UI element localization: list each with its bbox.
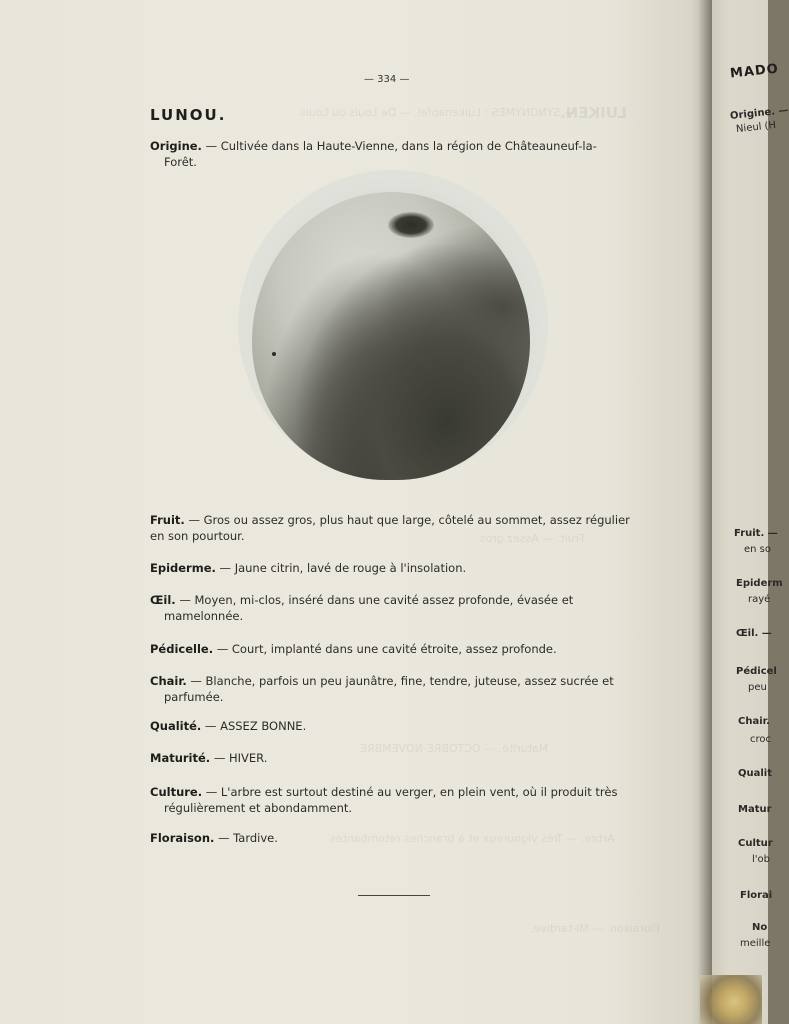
next-page-text: l'ob: [752, 854, 770, 865]
corner-thumbnail: [700, 975, 762, 1024]
bleed-through-line: — SYNONYMES : Luikenapfel. — De Louis ou Louis: [300, 106, 576, 119]
next-page-text: Fruit. —: [734, 528, 778, 539]
entry-chair: [150, 673, 630, 705]
next-page-edge: [712, 0, 789, 1024]
entry-label: Floraison.: [150, 831, 215, 845]
entry-pedicelle: [150, 641, 630, 657]
entry-continuation: en son pourtour.: [150, 529, 245, 543]
entry-label: Œil.: [150, 593, 176, 607]
entry-oeil: [150, 592, 630, 624]
next-page-text: Cultur: [738, 838, 773, 849]
entry-label: Origine.: [150, 139, 202, 153]
bleed-through-heading: LUIKEN.: [560, 104, 627, 122]
next-page-text: croc: [750, 734, 772, 745]
page-number: — 334 —: [364, 74, 410, 85]
next-page-text: en so: [744, 544, 771, 555]
next-page-text: Origine. —: [729, 104, 789, 123]
entry-label: Fruit.: [150, 513, 185, 527]
entry-continuation: parfumée.: [164, 690, 224, 704]
next-page-text: No: [752, 922, 768, 933]
entry-text: — Court, implanté dans une cavité étroite, assez profonde.: [213, 642, 557, 656]
entry-floraison: [150, 830, 630, 846]
entry-origine: [150, 138, 630, 170]
entry-continuation: Forêt.: [164, 155, 197, 169]
entry-text: — Cultivée dans la Haute-Vienne, dans la région de Châteauneuf-la-: [201, 139, 597, 153]
entry-qualite: [150, 718, 630, 734]
apple-photo: [252, 192, 530, 480]
entry-text: — Tardive.: [214, 831, 278, 845]
next-page-text: meille: [740, 938, 771, 949]
next-page-text: rayé: [748, 594, 771, 605]
entry-epiderme: [150, 560, 630, 576]
entry-label: Culture.: [150, 785, 203, 799]
next-page-title: MADO: [729, 61, 780, 82]
end-rule: [358, 895, 430, 896]
entry-label: Chair.: [150, 674, 187, 688]
entry-continuation: régulièrement et abondamment.: [164, 801, 353, 815]
bleed-through-line: Floraison. — Mi-tardive.: [530, 922, 661, 935]
next-page-text: Epiderm: [736, 578, 783, 589]
entry-text: — Blanche, parfois un peu jaunâtre, fine, tendre, juteuse, assez sucrée et: [186, 674, 614, 688]
next-page-text: Œil. —: [736, 628, 772, 639]
entry-text: — Gros ou assez gros, plus haut que large, côtelé au sommet, assez régulier: [184, 513, 630, 527]
bleed-through-line: Fruit. — Assez gros: [480, 532, 585, 545]
next-page-text: Pédicel: [736, 666, 777, 677]
entry-label: Epiderme.: [150, 561, 216, 575]
entry-fruit: [150, 512, 630, 544]
entry-label: Maturité.: [150, 751, 211, 765]
entry-maturite: [150, 750, 630, 766]
apple-speck: [272, 352, 276, 356]
bleed-through-line: Arbre. — Très vigoureux et à branches retombantes: [330, 832, 615, 845]
next-page-text: Chair.: [738, 716, 770, 727]
entry-culture: [150, 784, 630, 816]
entry-text: — HIVER.: [210, 751, 268, 765]
entry-text: — Jaune citrin, lavé de rouge à l'insolation.: [215, 561, 467, 575]
next-page-text: Nieul (H: [735, 119, 777, 136]
entry-text: — Moyen, mi-clos, inséré dans une cavité assez profonde, évasée et: [175, 593, 574, 607]
apple-stem-cavity: [388, 212, 434, 238]
entry-continuation: mamelonnée.: [164, 609, 244, 623]
entry-text: — L'arbre est surtout destiné au verger, en plein vent, où il produit très: [202, 785, 618, 799]
next-page-text: Matur: [738, 804, 772, 815]
bleed-through-line: Maturité. — OCTOBRE-NOVEMBRE: [360, 742, 549, 755]
next-page-text: Qualit: [738, 768, 773, 779]
entry-label: Pédicelle.: [150, 642, 214, 656]
entry-text: — ASSEZ BONNE.: [201, 719, 307, 733]
page-title: LUNOU.: [150, 106, 227, 124]
next-page-text: Florai: [740, 890, 773, 901]
entry-label: Qualité.: [150, 719, 202, 733]
next-page-text: peu: [748, 682, 767, 693]
